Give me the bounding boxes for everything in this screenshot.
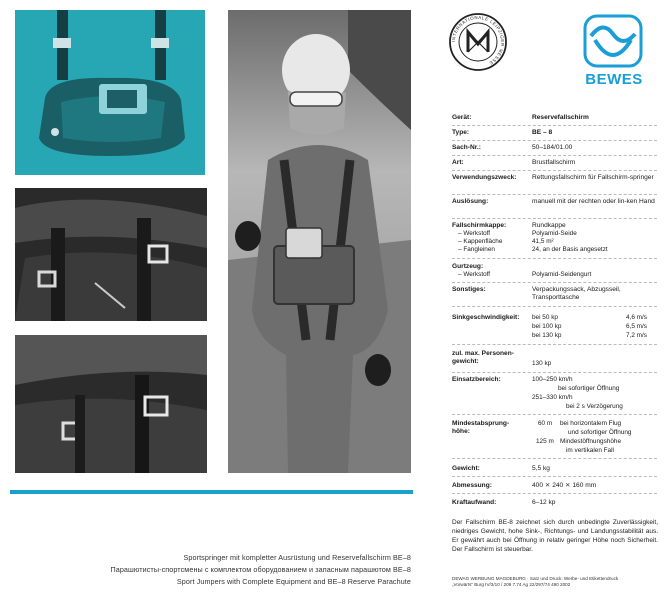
- kappe-fangleinen-value: 24, an der Basis angesetzt: [532, 246, 608, 253]
- spec-label: Fallschirmkappe:: [452, 222, 507, 229]
- spec-label: Verwendungszweck:: [452, 174, 517, 181]
- spec-label: Gewicht:: [452, 465, 480, 472]
- absprung-height: 60 m: [538, 420, 553, 427]
- caption-russian: Парашютисты-спортсмены с комплектом оборудованием и запасным парашютом BE–8: [110, 565, 411, 574]
- spec-value: manuell mit der rechten oder lin-ken Hand: [532, 198, 655, 205]
- gurtzeug-werkstoff-value: Polyamid-Seidengurt: [532, 271, 592, 278]
- spec-value: 50–184/01.00: [532, 144, 573, 151]
- harness-detail-photo-2: [15, 335, 207, 473]
- bewes-brand-text: BEWES: [585, 71, 643, 88]
- kappe-werkstoff-label: – Werkstoff: [458, 230, 491, 237]
- personengewicht-value: 130 kp: [532, 360, 552, 367]
- spec-value: 6–12 kp: [532, 499, 556, 506]
- spec-label: Abmessung:: [452, 482, 492, 489]
- spec-value: Brustfallschirm: [532, 159, 576, 166]
- sink-row-weight: bei 130 kp: [532, 332, 562, 339]
- leipzig-fair-seal-logo: [448, 12, 508, 72]
- absprung-text: im vertikalen Fall: [566, 447, 614, 454]
- spec-label: Type:: [452, 129, 470, 136]
- absprung-text: bei horizontalem Flug: [560, 420, 622, 427]
- kappe-werkstoff-value: Polyamid-Seide: [532, 230, 577, 237]
- spec-label: Gurtzeug:: [452, 263, 484, 270]
- caption-german: Sportspringer mit kompletter Ausrüstung und Reservefallschirm BE–8: [183, 553, 411, 562]
- product-description: Der Fallschirm BE-8 zeichnet sich durch unbedingte Zuverlässigkeit, niedriges Gewicht, hohe Sink-, Richtungs- und Landungsstabilität aus. Er gewährt auch bei Öffnung in relativ geringer Höhe noch Sicherheit. Der Fallschirm ist steuerbar.: [452, 519, 658, 553]
- sport-jumper-photo: [228, 10, 411, 473]
- spec-label: Sonstiges:: [452, 286, 486, 293]
- cyan-divider: [10, 490, 413, 494]
- spec-label: Gerät:: [452, 114, 472, 121]
- einsatz-row: 251–330 km/h: [532, 394, 573, 401]
- sink-row-weight: bei 100 kp: [532, 323, 562, 330]
- absprung-text: Mindestöffnungshöhe: [560, 438, 621, 445]
- spec-value: 5,5 kg: [532, 465, 550, 472]
- spec-value: Rettungsfallschirm für Fallschirm-springer: [532, 174, 654, 181]
- sink-row-speed: 6,5 m/s: [626, 323, 647, 330]
- sink-row-weight: bei 50 kp: [532, 314, 558, 321]
- gurtzeug-werkstoff-label: – Werkstoff: [458, 271, 491, 278]
- printer-imprint: [452, 576, 658, 588]
- spec-value: Reservefallschirm: [532, 114, 589, 121]
- seal-ring-text: INTERNATIONALE LEIPZIGER MESSE: [450, 14, 506, 66]
- spec-value: 400 ⨯ 240 ⨯ 160 mm: [532, 482, 597, 489]
- spec-label: Sinkgeschwindigkeit:: [452, 314, 520, 321]
- spec-label: Einsatzbereich:: [452, 376, 501, 383]
- imprint-line-1: DEWAG WERBUNG MAGDEBURG · Satz und Druck: Werbe- und Etikettendruck: [452, 576, 619, 581]
- spec-value: BE – 8: [532, 129, 553, 136]
- spec-value: Verpackungssack, Abzugsseil, Transporttasche: [532, 286, 621, 302]
- einsatz-row: 100–250 km/h: [532, 376, 573, 383]
- einsatz-row: bei sofortiger Öffnung: [558, 385, 620, 392]
- spec-label: Sach-Nr.:: [452, 144, 481, 151]
- kappe-flaeche-value: 41,5 m²: [532, 238, 554, 245]
- absprung-text: und sofortiger Öffnung: [568, 429, 632, 436]
- sink-row-speed: 7,2 m/s: [626, 332, 647, 339]
- spec-label: Kraftaufwand:: [452, 499, 497, 506]
- spec-label: Auslösung:: [452, 198, 489, 205]
- reserve-parachute-photo: [15, 10, 205, 175]
- spec-value: Rundkappe: [532, 222, 566, 229]
- imprint-line-2: „Vorwärts“ Burg IV/3/10 / 209 7.74 Ag 22/297/74 490 2002: [452, 582, 571, 587]
- sink-row-speed: 4,6 m/s: [626, 314, 647, 321]
- bewes-logo: [583, 14, 643, 68]
- einsatz-row: bei 2 s Verzögerung: [566, 403, 623, 410]
- caption-english: Sport Jumpers with Complete Equipment and BE–8 Reserve Parachute: [176, 577, 411, 586]
- spec-label: Mindestabsprung-höhe:: [452, 420, 510, 436]
- harness-detail-photo-1: [15, 188, 207, 321]
- kappe-flaeche-label: – Kappenfläche: [458, 238, 503, 245]
- absprung-height: 125 m: [536, 438, 554, 445]
- spec-label: Art:: [452, 159, 464, 166]
- kappe-fangleinen-label: – Fangleinen: [458, 246, 495, 253]
- spec-label: zul. max. Personen-gewicht:: [452, 350, 514, 366]
